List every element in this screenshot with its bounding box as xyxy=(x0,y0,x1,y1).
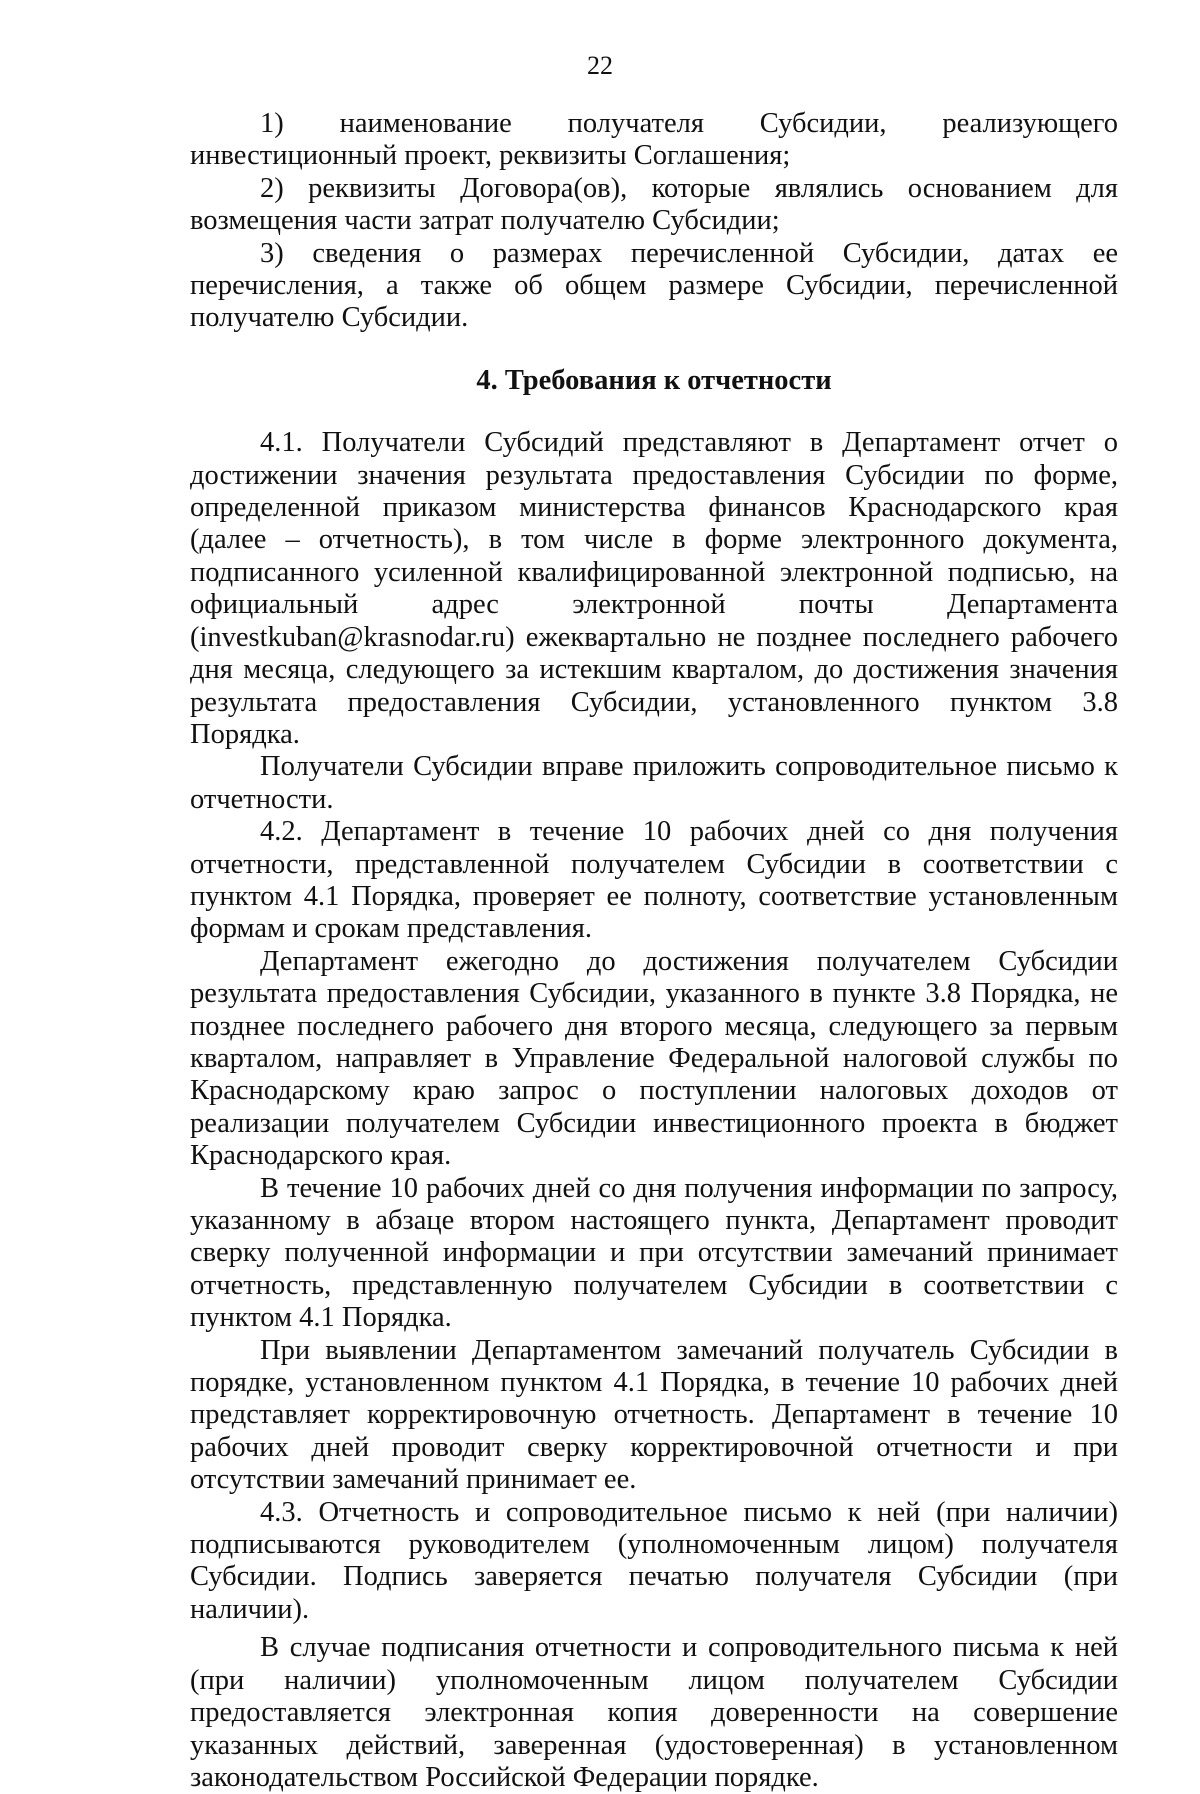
paragraph-4-2: 4.2. Департамент в течение 10 рабочих дней со дня получения отчетности, представленной получателем Субсидии в соответствии с пунктом 4.1 Порядка, проверяет ее полноту, соответствие установленным формам и срокам представления. xyxy=(190,816,1118,945)
list-item: 1) наименование получателя Субсидии, реализующего инвестиционный проект, реквизиты Соглашения; xyxy=(190,108,1118,172)
paragraph: Департамент ежегодно до достижения получателем Субсидии результата предоставления Субсидии, указанного в пункте 3.8 Порядка, не позднее последнего рабочего дня второго месяца, следующего за первым кварталом, направляет в Управление Федеральной налоговой службы по Краснодарскому краю запрос о поступлении налоговых доходов от реализации получателем Субсидии инвестиционного проекта в бюджет Краснодарского края. xyxy=(190,945,1118,1172)
paragraph: При выявлении Департаментом замечаний получатель Субсидии в порядке, установленном пунктом 4.1 Порядка, в течение 10 рабочих дней представляет корректировочную отчетность. Департамент в течение 10 рабочих дней проводит сверку корректировочной отчетности и при отсутствии замечаний принимает ее. xyxy=(190,1334,1118,1496)
paragraph-4-3: 4.3. Отчетность и сопроводительное письмо к ней (при наличии) подписываются руководителем (уполномоченным лицом) получателя Субсидии. Подпись заверяется печатью получателя Субсидии (при наличии). xyxy=(190,1496,1118,1625)
paragraph: В течение 10 рабочих дней со дня получения информации по запросу, указанному в абзаце втором настоящего пункта, Департамент проводит сверку полученной информации и при отсутствии замечаний принимает отчетность, представленную получателем Субсидии в соответствии с пунктом 4.1 Порядка. xyxy=(190,1172,1118,1334)
paragraph: В случае подписания отчетности и сопроводительного письма к ней (при наличии) уполномоченным лицом получателем Субсидии предоставляется электронная копия доверенности на совершение указанных действий, заверенная (удостоверенная) в установленном законодательством Российской Федерации порядке. xyxy=(190,1632,1118,1793)
section-heading: 4. Требования к отчетности xyxy=(476,364,832,396)
paragraph: Получатели Субсидии вправе приложить сопроводительное письмо к отчетности. xyxy=(190,751,1118,815)
document-body xyxy=(190,108,1118,1794)
paragraph-4-1: 4.1. Получатели Субсидий представляют в Департамент отчет о достижении значения результата предоставления Субсидии по форме, определенной приказом министерства финансов Краснодарского края (далее – отчетность), в том числе в форме электронного документа, подписанного усиленной квалифицированной электронной подписью, на официальный адрес электронной почты Департамента (investkuban@krasnodar.ru) ежеквартально не позднее последнего рабочего дня месяца, следующего за истекшим кварталом, до достижения значения результата предоставления Субсидии, установленного пунктом 3.8 Порядка. xyxy=(190,427,1118,750)
list-item: 2) реквизиты Договора(ов), которые являлись основанием для возмещения части затрат получателю Субсидии; xyxy=(190,172,1118,237)
list-item: 3) сведения о размерах перечисленной Субсидии, датах ее перечисления, а также об общем размере Субсидии, перечисленной получателю Субсидии. xyxy=(190,237,1118,334)
page-number: 22 xyxy=(587,51,613,80)
